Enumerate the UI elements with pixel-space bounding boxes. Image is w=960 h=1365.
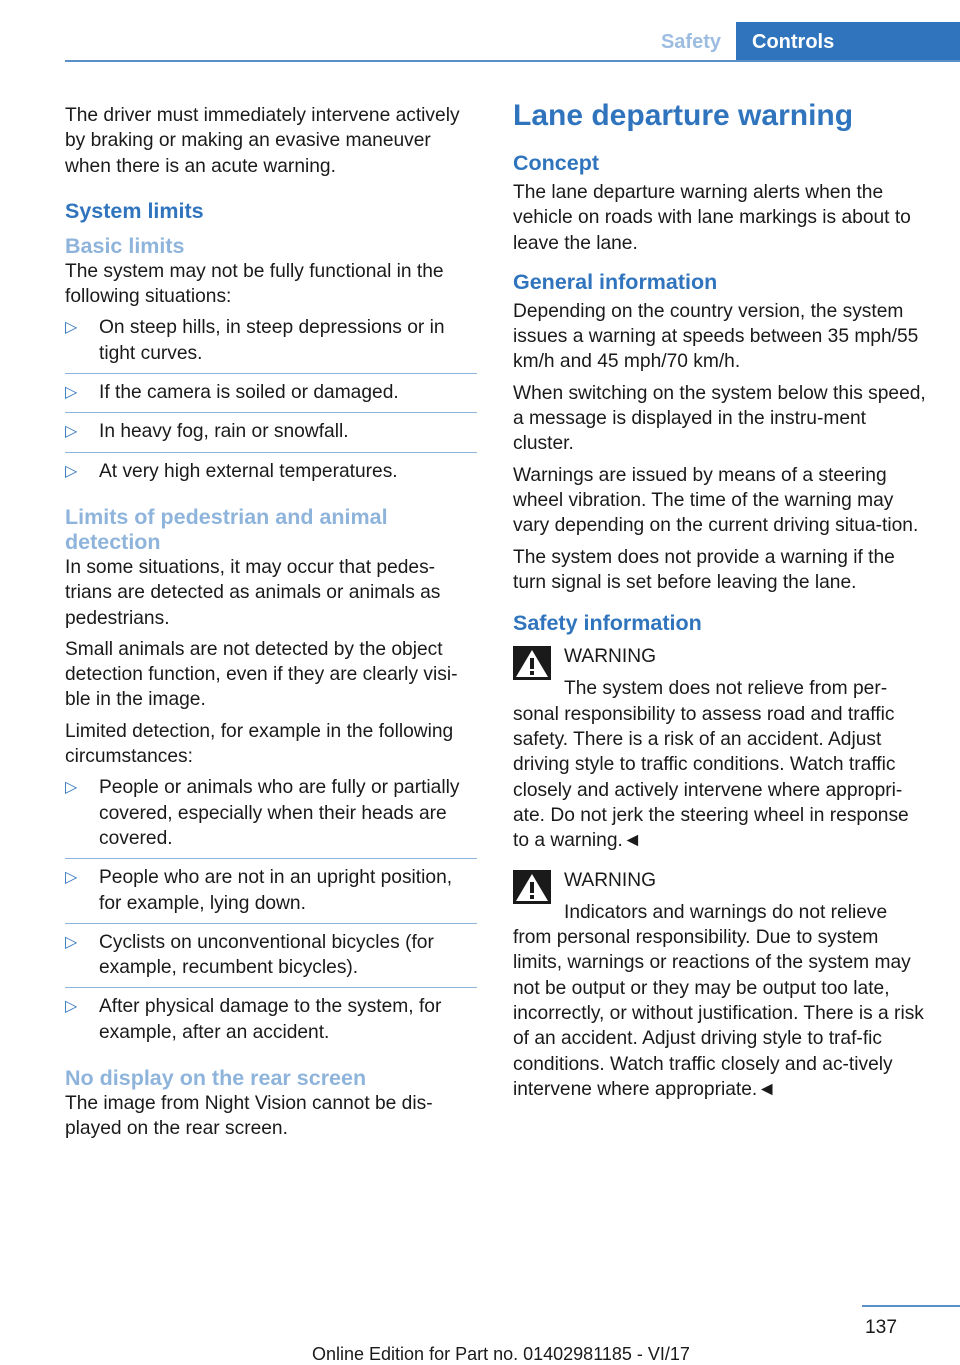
left-column	[65, 103, 477, 1148]
basic-limits-text: The system may not be fully functional in the following situations:	[65, 260, 444, 308]
concept-text: The lane departure warning alerts when the vehicle on roads with lane markings is about to leave the lane.	[513, 182, 911, 254]
warning-block	[513, 868, 928, 1103]
rear-screen-heading: No display on the rear screen	[65, 1066, 367, 1091]
page-header	[0, 0, 960, 62]
general-text-2: When switching on the system below this speed, a message is displayed in the instru‐ment cluster.	[513, 382, 926, 455]
bullet-triangle-icon: ▷	[65, 319, 78, 337]
warning-block	[513, 644, 928, 853]
bullet-triangle-icon: ▷	[65, 933, 78, 951]
pedestrian-text-3: Limited detection, for example in the following circumstances:	[65, 720, 454, 768]
intro-paragraph: The driver must immediately intervene actively by braking or making an evasive maneuver when there is an acute warning.	[65, 105, 460, 177]
header-rule	[65, 60, 960, 62]
warning-heading: WARNING	[564, 869, 657, 891]
safety-info-heading: Safety information	[513, 611, 702, 636]
bullet-triangle-icon: ▷	[65, 384, 78, 402]
footer-rule	[862, 1305, 960, 1307]
bullet-triangle-icon: ▷	[65, 462, 78, 480]
pedestrian-text-2: Small animals are not detected by the object detection function, even if they are clearly visi‐ble in the image.	[65, 638, 458, 711]
warning-text: The system does not relieve from per‐sonal responsibility to assess road and traffic safety. There is a risk of an accident. Adjust driving style to traffic conditions. Watch traffic closely and actively intervene where appropri‐ate. Do not jerk the steering wheel in response to a warning.◄	[513, 678, 909, 852]
bullet-triangle-icon: ▷	[65, 779, 78, 797]
list-item: ▷ At very high external temperatures.	[65, 459, 477, 491]
list-item: ▷ In heavy fog, rain or snowfall.	[65, 419, 477, 452]
list-item: ▷ On steep hills, in steep depressions or in tight curves.	[65, 315, 477, 374]
general-text-3: Warnings are issued by means of a steering wheel vibration. The time of the warning may vary depending on the current driving situa‐tion.	[513, 464, 919, 537]
page-number: 137	[864, 1317, 897, 1338]
list-item: ▷ If the camera is soiled or damaged.	[65, 380, 477, 413]
warning-text: Indicators and warnings do not relieve from personal responsibility. Due to system limits, warnings or reactions of the system may not be output or they may be output too late, incorrectly, or without justification. There is a risk of an accident. Adjust driving style to traf‐fic conditions. Watch traffic closely and ac‐tively intervene where appropriate.◄	[513, 901, 924, 1100]
list-item: ▷ Cyclists on unconventional bicycles (for example, recumbent bicycles).	[65, 930, 477, 989]
list-item: ▷ People or animals who are fully or partially covered, especially when their heads are covered.	[65, 775, 477, 859]
lane-departure-title: Lane departure warning	[513, 99, 854, 132]
concept-heading: Concept	[513, 151, 599, 175]
tab-safety[interactable]: Safety	[660, 31, 721, 53]
warning-triangle-icon	[513, 646, 551, 680]
system-limits-heading: System limits	[65, 198, 204, 223]
general-info-heading: General information	[513, 269, 718, 294]
pedestrian-limits-list	[65, 775, 477, 1052]
general-text-1: Depending on the country version, the system issues a warning at speeds between 35 mph/55 km/h and 45 mph/70 km/h.	[513, 300, 919, 373]
warning-heading: WARNING	[564, 646, 657, 668]
tab-controls[interactable]: Controls	[736, 22, 960, 62]
pedestrian-text-1: In some situations, it may occur that pedes‐trians are detected as animals or animals as pedestrians.	[65, 556, 441, 629]
list-item: ▷ After physical damage to the system, for example, after an accident.	[65, 996, 442, 1043]
basic-limits-list	[65, 315, 477, 490]
edition-footer: Online Edition for Part no. 01402981185 - VI/17	[312, 1344, 690, 1364]
rear-screen-text: The image from Night Vision cannot be dis‐played on the rear screen.	[65, 1093, 433, 1140]
pedestrian-detection-heading: Limits of pedestrian and animal detection	[65, 504, 388, 554]
warning-triangle-icon	[513, 870, 551, 904]
list-item: ▷ People who are not in an upright position, for example, lying down.	[65, 865, 477, 924]
bullet-triangle-icon: ▷	[65, 869, 78, 887]
right-column	[513, 99, 928, 1116]
basic-limits-heading: Basic limits	[65, 233, 185, 258]
bullet-triangle-icon: ▷	[65, 998, 78, 1016]
bullet-triangle-icon: ▷	[65, 423, 78, 441]
general-text-4: The system does not provide a warning if the turn signal is set before leaving the lane.	[513, 546, 895, 593]
